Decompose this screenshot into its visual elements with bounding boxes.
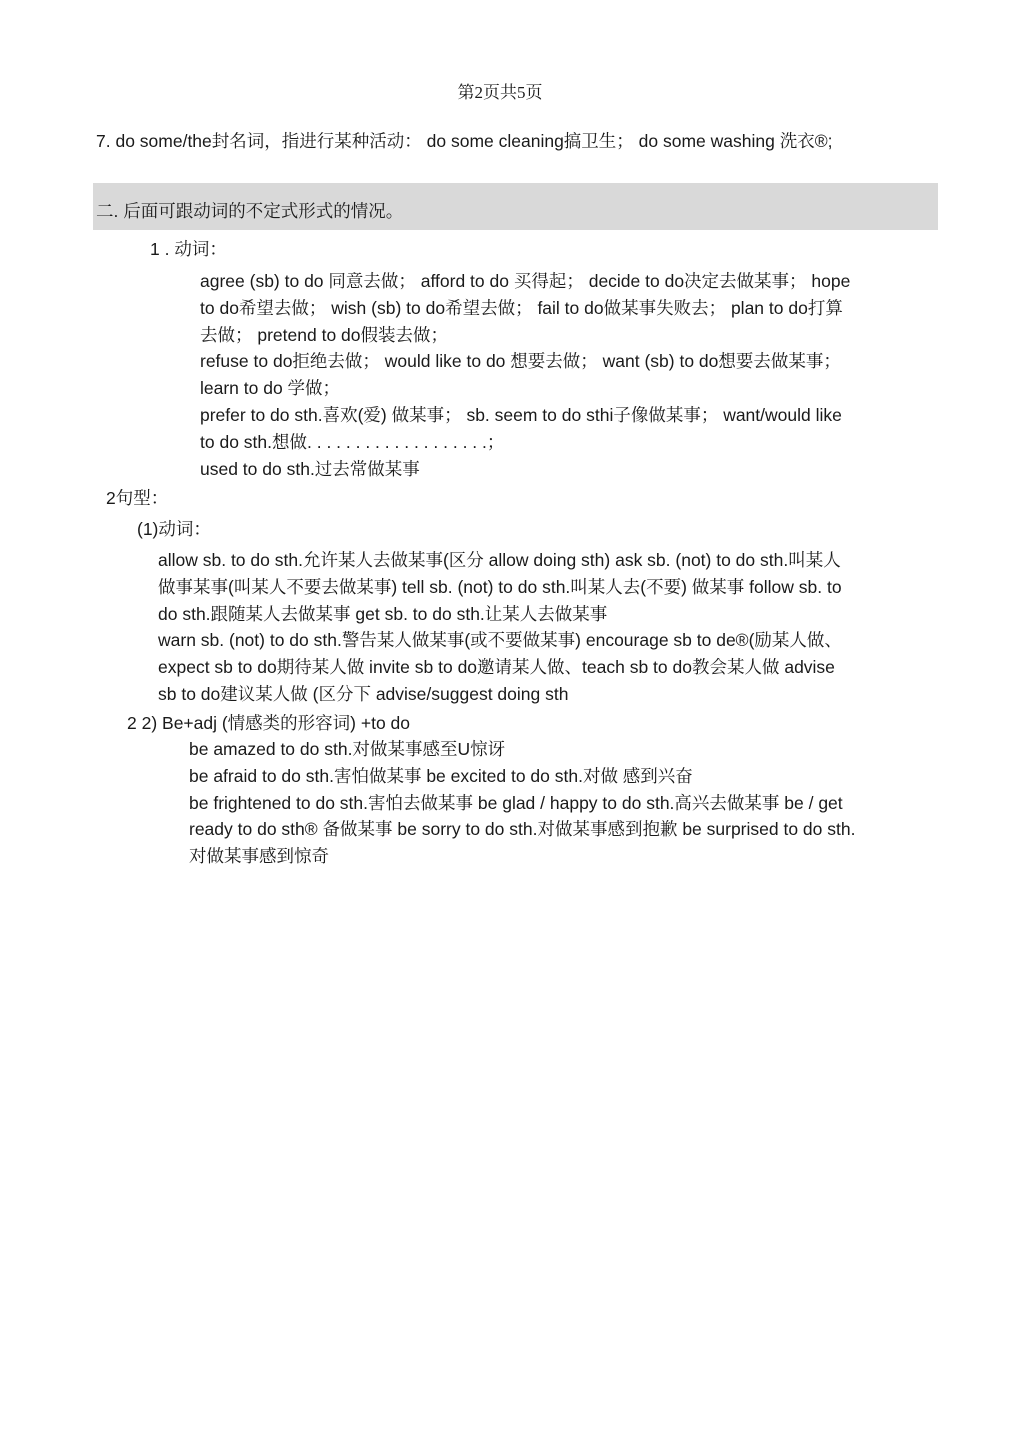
text-line: to do希望去做； wish (sb) to do希望去做； fail to do做某事失败去； plan to do打算 [200, 297, 843, 318]
text-line: ready to do sth® 备做某事 be sorry to do sth.对做某事感到抱歉 be surprised to do sth. [189, 819, 856, 840]
text-line: 对做某事感到惊奇 [189, 846, 329, 867]
text-line: prefer to do sth.喜欢(爱) 做某事； sb. seem to do sthi子像做某事； want/would like [200, 404, 842, 425]
section-title-bar [93, 183, 938, 230]
text-line: allow sb. to do sth.允许某人去做某事(区分 allow doing sth) ask sb. (not) to do sth.叫某人 [158, 550, 841, 570]
part1-heading: 1 . 动词： [150, 239, 227, 259]
part2-heading: 2句型： [106, 488, 169, 508]
text-line: be frightened to do sth.害怕去做某事 be glad / happy to do sth.高兴去做某事 be / get [189, 792, 843, 813]
section-title: 二. 后面可跟动词的不定式形式的情况。 [96, 201, 404, 221]
text-line: used to do sth.过去常做某事 [200, 458, 420, 479]
text-line: agree (sb) to do 同意去做； afford to do 买得起； decide to do决定去做某事； hope [200, 271, 851, 291]
text-line: learn to do 学做； [200, 378, 341, 399]
text-line: 做事某事(叫某人不要去做某事) tell sb. (not) to do sth.叫某人去(不要) 做某事 follow sb. to [158, 576, 842, 597]
text-line: be afraid to do sth.害怕做某事 be excited to do sth.对做 感到兴奋 [189, 765, 693, 786]
part2-sub1-heading: (1)动词： [137, 519, 211, 539]
part2-sub1-list [158, 547, 842, 708]
text-line: 去做； pretend to do假装去做； [200, 324, 448, 345]
text-line: to do sth.想做. . . . . . . . . . . . . . . . . . .； [200, 431, 505, 452]
text-line: be amazed to do sth.对做某事感至U惊讶 [189, 739, 506, 759]
intro-line: 7. do some/the封名词，指进行某种活动： do some cleaning搞卫生； do some washing 洗衣®; [96, 131, 833, 151]
text-line: warn sb. (not) to do sth.警告某人做某事(或不要做某事) encourage sb to de®(励某人做、 [158, 630, 842, 651]
part2-sub2-list [189, 736, 855, 870]
text-line: do sth.跟随某人去做某事 get sb. to do sth.让某人去做某事 [158, 603, 608, 624]
text-line: expect sb to do期待某人做 invite sb to do邀请某人做、teach sb to do教会某人做 advise [158, 657, 835, 678]
text-line: refuse to do拒绝去做； would like to do 想要去做； want (sb) to do想要去做某事； [200, 351, 841, 372]
text-line: sb to do建议某人做 (区分下 advise/suggest doing sth [158, 683, 569, 704]
page-number-header: 第2页共5页 [457, 83, 543, 102]
part2-sub2-heading: 2 2) Be+adj (情感类的形容词) +to do [127, 713, 411, 733]
part1-verb-list [200, 268, 850, 482]
